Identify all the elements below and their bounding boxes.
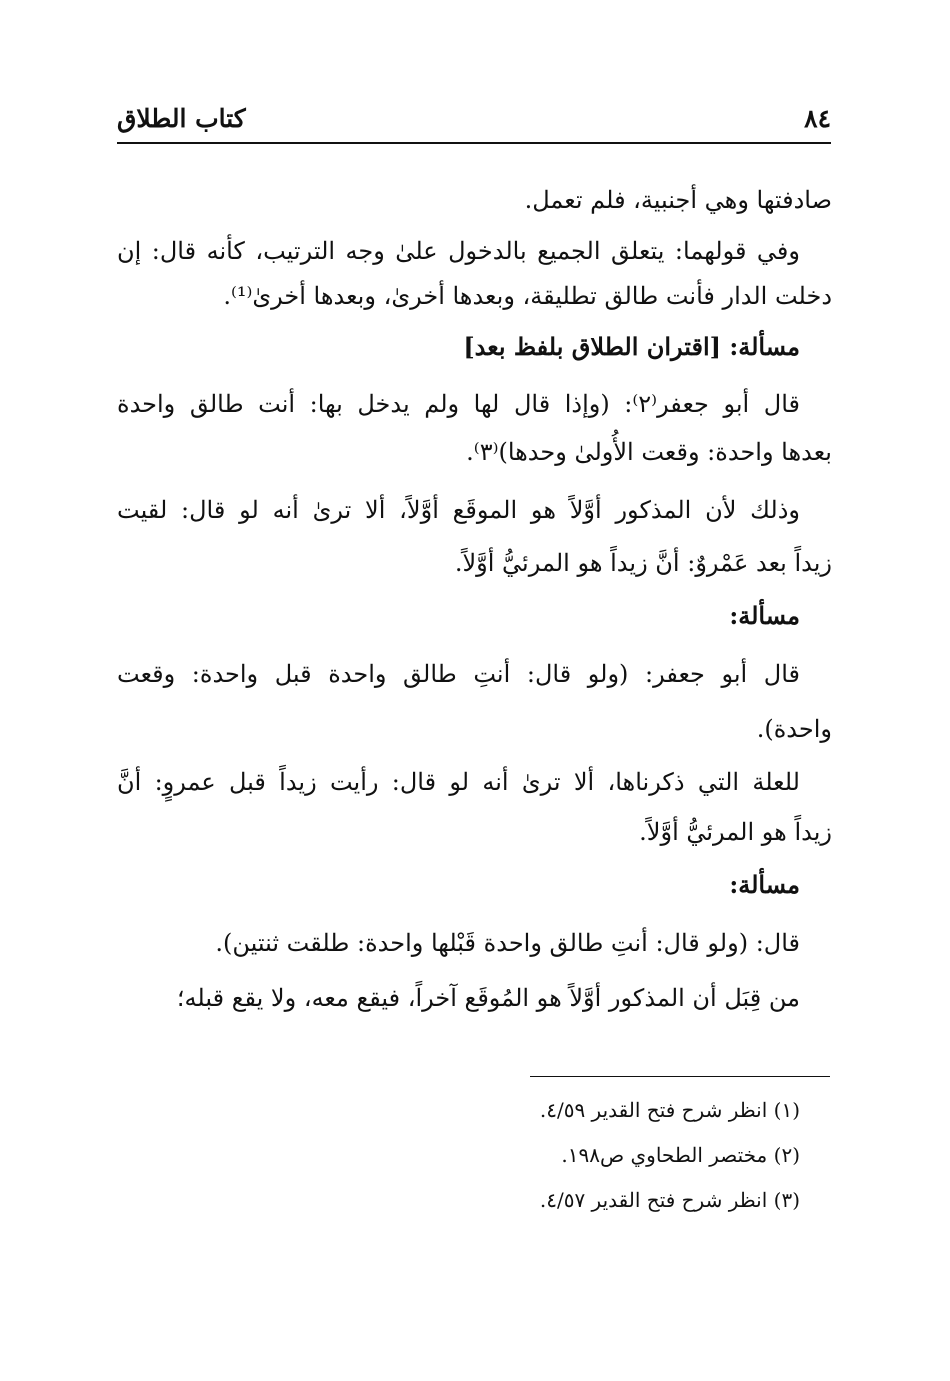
text-line: قال أبو جعفر: (ولو قال: أنتِ طالق واحدة قبل واحدة: وقعت [117, 660, 800, 688]
section-heading: مسألة: [729, 870, 800, 899]
book-title: كتاب الطلاق [117, 103, 246, 133]
header-rule [117, 142, 831, 144]
section-heading: مسألة: [اقتران الطلاق بلفظ بعد] [463, 332, 800, 361]
text-line: وفي قولهما: يتعلق الجميع بالدخول علىٰ وجه الترتيب، كأنه قال: إن [117, 237, 800, 265]
text-line: وذلك لأن المذكور أوَّلاً هو الموقَع أوَّلاً، ألا ترىٰ أنه لو قال: لقيت [117, 496, 800, 524]
text-line: قال أبو جعفر⁽٢⁾: (وإذا قال لها ولم يدخل بها: أنت طالق واحدة [117, 390, 800, 418]
text-line: زيداً بعد عَمْروٌ: أنَّ زيداً هو المرئيُّ أوَّلاً. [454, 549, 832, 577]
text-line: من قِبَل أن المذكور أوَّلاً هو المُوقَع آخراً، فيقع معه، ولا يقع قبله؛ [176, 984, 800, 1012]
footnote: (١) انظر شرح فتح القدير ٤/٥٩. [539, 1098, 800, 1122]
footnote: (٣) انظر شرح فتح القدير ٤/٥٧. [539, 1188, 800, 1212]
text-line: واحدة). [756, 715, 832, 743]
page-number: ٨٤ [804, 103, 831, 133]
page-header [117, 98, 831, 138]
text-line: قال: (ولو قال: أنتِ طالق واحدة قَبْلها واحدة: طلقت ثنتين). [215, 929, 800, 957]
footnote: (٢) مختصر الطحاوي ص١٩٨. [561, 1143, 800, 1167]
text-line: بعدها واحدة: وقعت الأُولىٰ وحدها)⁽٣⁾. [466, 438, 832, 466]
section-heading: مسألة: [729, 601, 800, 630]
text-line: دخلت الدار فأنت طالق تطليقة، وبعدها أخرىٰ، وبعدها أخرىٰ⁽¹⁾. [223, 282, 832, 310]
text-line: زيداً هو المرئيُّ أوَّلاً. [639, 818, 832, 846]
text-line: للعلة التي ذكرناها، ألا ترىٰ أنه لو قال: رأيت زيداً قبل عمروٍ: أنَّ [117, 768, 800, 796]
text-line: صادفتها وهي أجنبية، فلم تعمل. [524, 186, 832, 214]
footnote-rule [530, 1076, 830, 1077]
